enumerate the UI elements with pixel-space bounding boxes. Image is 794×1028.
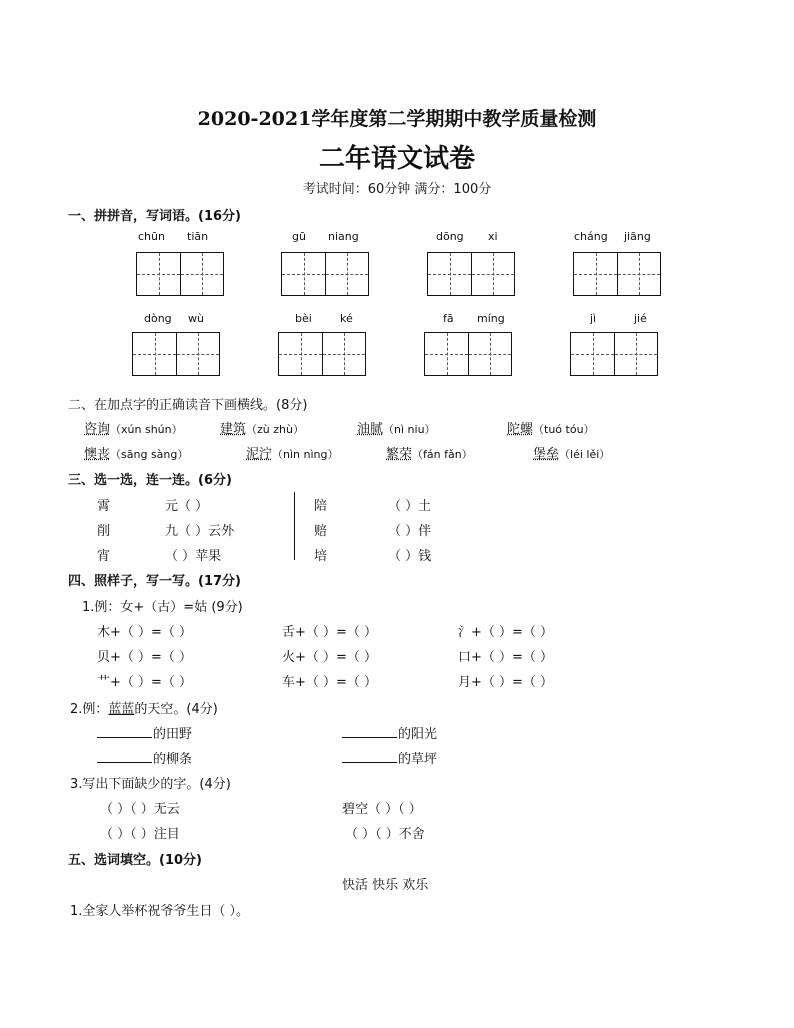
target-word: 堡垒 xyxy=(533,447,560,462)
fill-equation[interactable]: 口+（ ）=（ ） xyxy=(458,650,554,665)
char-writing-box[interactable] xyxy=(136,252,224,296)
match-char[interactable]: 宵 xyxy=(97,549,111,564)
question-2-prompt xyxy=(70,698,218,717)
match-phrase[interactable]: （ ）伴 xyxy=(388,524,432,539)
pronunciation-item xyxy=(84,443,188,462)
idiom-fill[interactable]: （ ）（ ）注目 xyxy=(100,827,180,842)
fill-equation[interactable]: 火+（ ）=（ ） xyxy=(282,650,378,665)
section5-heading: 五、选词填空。(10分) xyxy=(68,853,202,868)
pinyin: míng xyxy=(477,312,505,325)
pinyin: dòng xyxy=(144,312,172,325)
fill-blank-phrase xyxy=(342,748,437,767)
pinyin: chūn xyxy=(138,230,165,243)
match-char[interactable]: 霄 xyxy=(97,499,111,514)
match-phrase[interactable]: （ ）钱 xyxy=(388,549,432,564)
pinyin: bèi xyxy=(295,312,312,325)
match-phrase[interactable]: 元（ ） xyxy=(165,499,209,514)
divider-line xyxy=(294,492,295,560)
char-writing-box[interactable] xyxy=(281,252,369,296)
pinyin-options[interactable]: （xún shún） xyxy=(110,423,183,436)
question-1-prompt: 1.例：女+（古）=姑 (9分) xyxy=(82,600,243,615)
target-word: 咨询 xyxy=(84,422,111,437)
target-word: 懊丧 xyxy=(84,447,111,462)
pronunciation-item xyxy=(84,418,183,437)
target-word: 繁荣 xyxy=(386,447,413,462)
phrase-text: 的柳条 xyxy=(153,752,193,767)
word-choices: 快活 快乐 欢乐 xyxy=(342,878,429,893)
match-phrase[interactable]: （ ）苹果 xyxy=(165,549,222,564)
pinyin: dōng xyxy=(436,230,464,243)
char-writing-box[interactable] xyxy=(427,252,515,296)
pronunciation-item xyxy=(357,418,436,437)
fill-equation[interactable]: 氵+（ ）=（ ） xyxy=(458,625,554,640)
pinyin: ké xyxy=(340,312,353,325)
pinyin-options[interactable]: （tuó tóu） xyxy=(533,423,595,436)
match-char[interactable]: 陪 xyxy=(314,499,328,514)
answer-blank[interactable] xyxy=(97,748,152,763)
match-char[interactable]: 赔 xyxy=(314,524,328,539)
q2-example: 蓝蓝 xyxy=(108,702,135,717)
phrase-text: 的阳光 xyxy=(398,727,438,742)
pinyin-options[interactable]: （léi lěi） xyxy=(559,448,611,461)
idiom-fill[interactable]: （ ）（ ）不舍 xyxy=(345,827,425,842)
phrase-text: 的田野 xyxy=(153,727,193,742)
pronunciation-item xyxy=(220,418,304,437)
pinyin: tiān xyxy=(187,230,209,243)
q2-suffix: 的天空。(4分) xyxy=(134,702,218,717)
section2-heading: 二、在加点字的正确读音下画横线。(8分) xyxy=(68,398,308,413)
match-char[interactable]: 培 xyxy=(314,549,328,564)
char-writing-box[interactable] xyxy=(278,332,366,376)
char-writing-box[interactable] xyxy=(132,332,220,376)
answer-blank[interactable] xyxy=(342,723,397,738)
target-word: 建筑 xyxy=(220,422,247,437)
char-writing-box[interactable] xyxy=(424,332,512,376)
pinyin: wù xyxy=(188,312,204,325)
pronunciation-item xyxy=(386,443,473,462)
pinyin-options[interactable]: （fán fǎn） xyxy=(412,448,473,461)
answer-blank[interactable] xyxy=(97,723,152,738)
pinyin: cháng xyxy=(574,230,608,243)
pinyin: fā xyxy=(443,312,454,325)
phrase-text: 的草坪 xyxy=(398,752,438,767)
pinyin: xi xyxy=(488,230,498,243)
fill-equation[interactable]: 月+（ ）=（ ） xyxy=(458,675,554,690)
exam-title-line2: 二年语文试卷 xyxy=(318,144,475,174)
pinyin: jié xyxy=(634,312,647,325)
pinyin: jiāng xyxy=(624,230,651,243)
answer-blank[interactable] xyxy=(342,748,397,763)
section3-heading: 三、选一选，连一连。(6分) xyxy=(68,473,232,488)
pinyin: jì xyxy=(590,312,597,325)
match-phrase[interactable]: （ ）土 xyxy=(388,499,432,514)
pronunciation-item xyxy=(507,418,595,437)
q2-prefix: 2.例： xyxy=(70,702,109,717)
question-3-prompt: 3.写出下面缺少的字。(4分) xyxy=(70,777,231,792)
pinyin-options[interactable]: （zù zhù） xyxy=(246,423,304,436)
section4-heading: 四、照样子，写一写。(17分) xyxy=(68,574,241,589)
exam-title-line1: 2020-2021学年度第二学期期中教学质量检测 xyxy=(197,108,597,130)
question-5-1[interactable]: 1.全家人举杯祝爷爷生日（ ）。 xyxy=(70,904,250,919)
fill-equation[interactable]: 贝+（ ）=（ ） xyxy=(97,650,193,665)
idiom-fill[interactable]: 碧空（ ）（ ） xyxy=(342,802,422,817)
exam-subtitle: 考试时间：60分钟 满分：100分 xyxy=(302,182,492,197)
pinyin: gū xyxy=(292,230,306,243)
idiom-fill[interactable]: （ ）（ ）无云 xyxy=(100,802,180,817)
fill-blank-phrase xyxy=(97,723,192,742)
match-char[interactable]: 削 xyxy=(97,524,111,539)
fill-blank-phrase xyxy=(342,723,437,742)
fill-equation[interactable]: 木+（ ）=（ ） xyxy=(97,625,193,640)
pinyin-options[interactable]: （nìn nìng） xyxy=(272,448,339,461)
pronunciation-item xyxy=(533,443,610,462)
pinyin-options[interactable]: （sāng sàng） xyxy=(110,448,189,461)
match-phrase[interactable]: 九（ ）云外 xyxy=(165,524,235,539)
fill-equation[interactable]: 舌+（ ）=（ ） xyxy=(282,625,378,640)
fill-blank-phrase xyxy=(97,748,192,767)
char-writing-box[interactable] xyxy=(570,332,658,376)
section1-heading: 一、拼拼音，写词语。(16分) xyxy=(68,209,241,224)
pinyin-options[interactable]: （nì niu） xyxy=(383,423,436,436)
target-word: 泥泞 xyxy=(246,447,273,462)
target-word: 陀螺 xyxy=(507,422,534,437)
fill-equation[interactable]: 艹+（ ）=（ ） xyxy=(97,675,193,690)
pronunciation-item xyxy=(246,443,339,462)
target-word: 油腻 xyxy=(357,422,384,437)
pinyin: niang xyxy=(328,230,359,243)
fill-equation[interactable]: 车+（ ）=（ ） xyxy=(282,675,378,690)
char-writing-box[interactable] xyxy=(573,252,661,296)
